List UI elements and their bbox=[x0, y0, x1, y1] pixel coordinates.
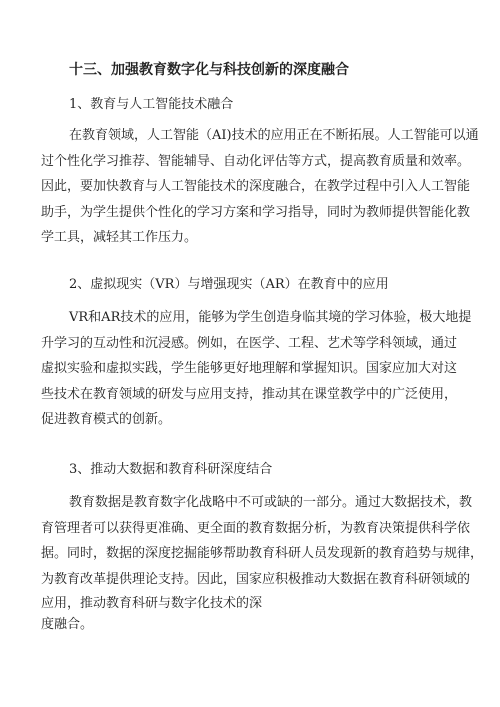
paragraph-line: 过个性化学习推荐、智能辅导、自动化评估等方式，提高教育质量和效率。 bbox=[41, 153, 471, 169]
paragraph-line: 育管理者可以获得更准确、更全面的教育数据分析，为教育决策提供科学依 bbox=[41, 520, 471, 536]
paragraph-line: VR和AR技术的应用，能够为学生创造身临其境的学习体验，极大地提 bbox=[69, 310, 472, 325]
paragraph-line: 助手，为学生提供个性化的学习方案和学习指导，同时为教师提供智能化教 bbox=[41, 204, 471, 220]
paragraph-line: 为教育改革提供理论支持。因此，国家应积极推动大数据在教育科研领域的 bbox=[41, 571, 471, 587]
paragraph-line: 促进教育模式的创新。 bbox=[41, 412, 172, 427]
paragraph-line: 应用，推动教育科研与数字化技术的深 bbox=[41, 596, 263, 611]
paragraph-ai bbox=[41, 123, 479, 251]
paragraph-line: 在教育领域，人工智能（AI)技术的应用正在不断拓展。人工智能可以通 bbox=[69, 128, 479, 143]
paragraph-line: 度融合。 bbox=[41, 617, 94, 632]
paragraph-line: 升学习的互动性和沉浸感。例如，在医学、工程、艺术等学科领域，通过 bbox=[41, 335, 458, 351]
paragraph-line: 学工具，减轻其工作压力。 bbox=[41, 230, 198, 245]
paragraph-line: 些技术在教育领域的研发与应用支持，推动其在课堂教学中的广泛使用， bbox=[41, 386, 458, 402]
paragraph-line: 因此，要加快教育与人工智能技术的深度融合，在教学过程中引入人工智能 bbox=[41, 179, 471, 194]
paragraph-big-data bbox=[41, 490, 484, 635]
subsection-title-big-data: 3、推动大数据和教育科研深度结合 bbox=[69, 462, 273, 477]
paragraph-line: 虚拟实验和虚拟实践，学生能够更好地理解和掌握知识。国家应加大对这 bbox=[41, 361, 458, 376]
paragraph-line: 据。同时，数据的深度挖掘能够帮助教育科研人员发现新的教育趋势与规律， bbox=[41, 546, 484, 561]
subsection-title-ai: 1、教育与人工智能技术融合 bbox=[69, 97, 234, 112]
section-heading: 十三、加强教育数字化与科技创新的深度融合 bbox=[69, 62, 349, 78]
paragraph-vr-ar bbox=[41, 305, 472, 433]
paragraph-line: 教育数据是教育数字化战略中不可或缺的一部分。通过大数据技术，教 bbox=[69, 495, 473, 510]
subsection-title-vr-ar: 2、虚拟现实（VR）与增强现实（AR）在教育中的应用 bbox=[69, 277, 389, 292]
